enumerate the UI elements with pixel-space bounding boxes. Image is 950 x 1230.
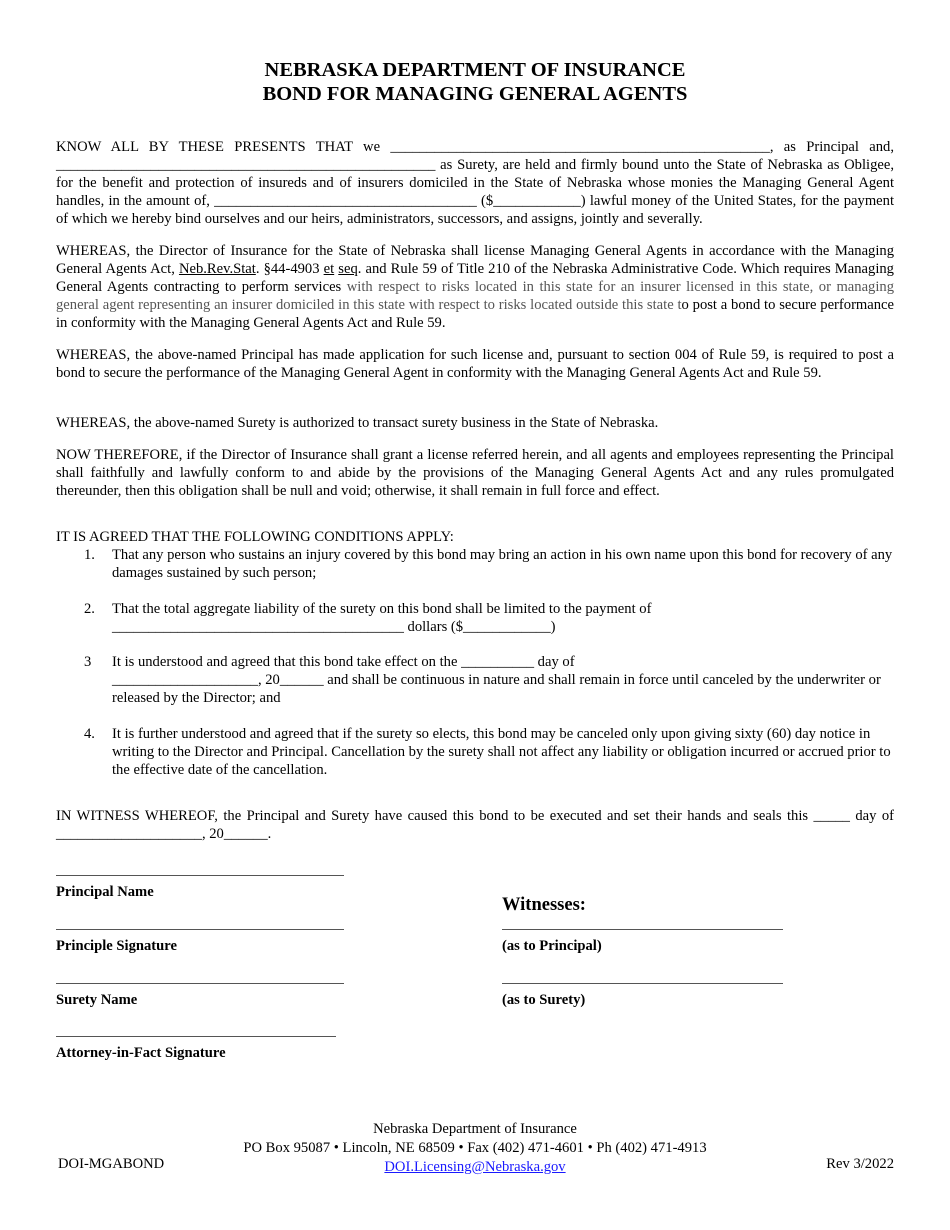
condition-item: 3 It is understood and agreed that this bond take effect on the __________ day of ____________________, 20______ and shall be continuous in nature and shall remain in force until canceled by the underwriter or released by the Director; and [84,654,881,706]
witness-principal-label: (as to Principal) [502,938,602,954]
witness-day-blank: _____ [813,808,850,824]
condition-item: 4. It is further understood and agreed that if the surety so elects, this bond may be canceled only upon giving sixty (60) day notice in writing to the Director and Principal. Cancellation by the surety shall not affect any liability or obligation incurred or accrued prior to the effective date of the cancellation. [84,726,891,778]
principal-name-block [56,875,344,901]
footer-email-link[interactable]: DOI.Licensing@Nebraska.gov [384,1159,566,1175]
now-therefore-paragraph: NOW THEREFORE, if the Director of Insurance shall grant a license referred herein, and all agents and employees representing the Principal shall faithfully and lawfully conform to and abide by the provisions of the Managing General Agents Act and any rules promulgated thereunder, then this obligation shall be null and void; otherwise, it shall remain in full force and effect. [56,447,894,499]
footer-address: PO Box 95087 • Lincoln, NE 68509 • Fax (402) 471-4601 • Ph (402) 471-4913 [243,1140,707,1156]
witnesses-heading: Witnesses: [502,895,586,915]
surety-blank: ____________________________________________________ [56,157,436,173]
witness-principal-line[interactable] [502,929,783,930]
attorney-signature-block [56,1036,336,1062]
page-title-line1: NEBRASKA DEPARTMENT OF INSURANCE [264,59,686,81]
whereas-license-paragraph: WHEREAS, the Director of Insurance for the State of Nebraska shall license Managing General Agents in accordance with the Managing General Agents Act, Neb.Rev.Stat. §44-4903 et seq. and Rule 59 of Title 210 of the Nebraska Administrative Code. Which requires Managing General Agents contracting to perform services with respect to risks located in this state for an insurer licensed in this state, or managing general agent representing an insurer domiciled in this state with respect to risks located outside this state to post a bond to secure performance in conformity with the Managing General Agents Act and Rule 59. [56,243,895,331]
conditions-list-2 [56,600,894,636]
form-id: DOI-MGABOND [58,1156,165,1172]
revision-date: Rev 3/2022 [826,1156,894,1172]
whereas-principal-paragraph: WHEREAS, the above-named Principal has made application for such license and, pursuant to section 004 of Rule 59, is required to post a bond to secure the performance of the Managing General Agent in conformity with the Managing General Agents Act and Rule 59. [56,347,894,381]
page-title-line2: BOND FOR MANAGING GENERAL AGENTS [262,83,688,105]
surety-name-block [56,983,344,1009]
liability-amount-blanks: ________________________________________ dollars ($____________) [112,619,556,635]
principle-signature-block [56,929,344,955]
principle-signature-line[interactable] [56,929,344,930]
conditions-list-3 [56,653,894,707]
attorney-signature-line[interactable] [56,1036,336,1037]
witness-surety-line[interactable] [502,983,783,984]
principal-name-line[interactable] [56,875,344,876]
surety-name-label: Surety Name [56,992,138,1008]
know-all-paragraph: KNOW ALL BY THESE PRESENTS THAT we ____________________________________________________, as Principal and, ____________________________________________________ as Surety, are held and firmly bound unto the State of Nebraska as Obligee, for the benefit and protection of insureds and of insurers domiciled in the State of Nebraska whose monies the Managing General Agent handles, in the amount of, ____________________________________ ($____________) lawful money of the United States, for the payment of which we hereby bind ourselves and our heirs, administrators, successors, and assigns, jointly and severally. [56,139,895,227]
amount-words-blank: ____________________________________ [214,193,477,209]
principle-signature-label: Principle Signature [56,938,177,954]
conditions-heading: IT IS AGREED THAT THE FOLLOWING CONDITIONS APPLY: [56,529,454,545]
amount-number-blank: ____________ [493,193,581,209]
surety-name-line[interactable] [56,983,344,984]
conditions-list [56,546,894,582]
whereas-surety-paragraph: WHEREAS, the above-named Surety is authorized to transact surety business in the State of Nebraska. [56,415,659,431]
witness-principal-block [502,929,783,955]
witness-surety-block [502,983,783,1009]
statute-reference: Neb.Rev.Stat [178,261,256,277]
witness-surety-label: (as to Surety) [502,992,586,1008]
condition-item: 1. That any person who sustains an injury covered by this bond may bring an action in his own name upon this bond for recovery of any damages sustained by such person; [84,547,893,581]
condition-item: 2. That the total aggregate liability of the surety on this bond shall be limited to the payment of ________________________________________ dollars ($____________) [56,600,894,636]
gray-risk-text: with respect to risks located in this state for an insurer licensed in this state, or managing general agent representing an insurer domiciled in this state with respect to risks located outside this state t [56,279,894,313]
footer-org: Nebraska Department of Insurance [373,1121,577,1137]
principal-blank: ____________________________________________________ [390,139,770,155]
witness-whereas-paragraph: IN WITNESS WHEREOF, the Principal and Surety have caused this bond to be executed and set their hands and seals this _____ day of ____________________, 20______. [56,808,894,842]
conditions-list-4 [56,725,894,779]
attorney-signature-label: Attorney-in-Fact Signature [56,1045,226,1061]
principal-name-label: Principal Name [56,884,154,900]
